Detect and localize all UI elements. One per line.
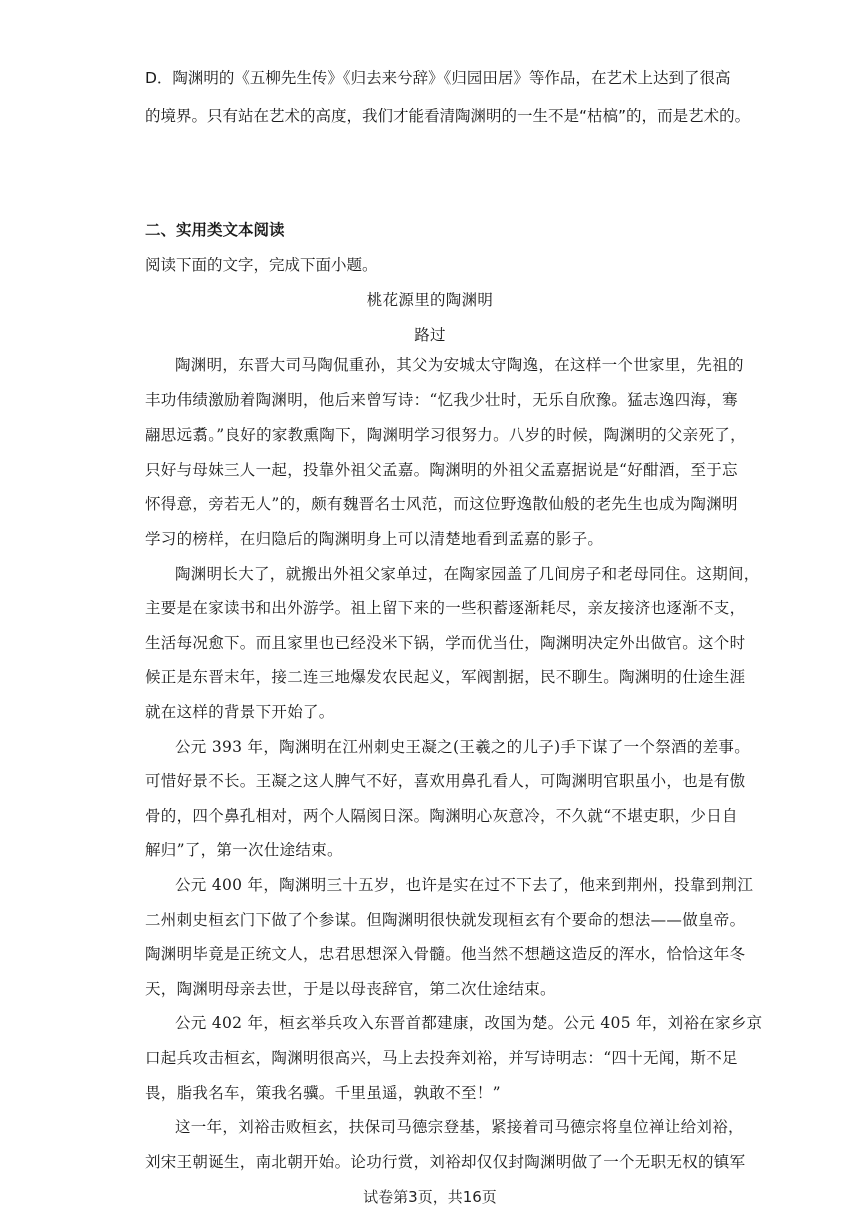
article-line: 陶渊明毕竟是正统文人，忠君思想深入骨髓。他当然不想趟这造反的浑水，恰恰这年冬 bbox=[145, 945, 746, 963]
article-line: 陶渊明长大了，就搬出外祖父家单过，在陶家园盖了几间房子和老母同住。这期间， bbox=[175, 565, 760, 583]
article-line: 刘宋王朝诞生，南北朝开始。论功行赏，刘裕却仅仅封陶渊明做了一个无职无权的镇军 bbox=[145, 1153, 746, 1171]
article-line: 怀得意，旁若无人”的，颇有魏晋名士风范，而这位野逸散仙般的老先生也成为陶渊明 bbox=[145, 495, 738, 513]
article-line: 解归”了，第一次仕途结束。 bbox=[145, 841, 343, 859]
article-line: 候正是东晋末年，接二连三地爆发农民起义，军阀割据，民不聊生。陶渊明的仕途生涯 bbox=[145, 668, 746, 686]
article-line: 公元 393 年，陶渊明在江州刺史王凝之(王羲之的儿子)手下谋了一个祭酒的差事。 bbox=[175, 738, 751, 756]
section-heading: 二、实用类文本阅读 bbox=[145, 221, 285, 239]
article-line: 畏，脂我名车，策我名骥。千里虽遥，孰敢不至！” bbox=[145, 1084, 501, 1102]
section-instruction: 阅读下面的文字，完成下面小题。 bbox=[145, 256, 378, 274]
article-line: 公元 400 年，陶渊明三十五岁，也许是实在过不下去了，他来到荆州，投靠到荆江 bbox=[175, 876, 754, 894]
article-line: 可惜好景不长。王凝之这人脾气不好，喜欢用鼻孔看人，可陶渊明官职虽小，也是有傲 bbox=[145, 772, 746, 790]
option-d-line-2: 的境界。只有站在艺术的高度，我们才能看清陶渊明的一生不是“枯槁”的，而是艺术的。 bbox=[145, 107, 751, 125]
article-line: 天，陶渊明母亲去世，于是以母丧辞官，第二次仕途结束。 bbox=[145, 980, 556, 998]
article-line: 二州刺史桓玄门下做了个参谋。但陶渊明很快就发现桓玄有个要命的想法——做皇帝。 bbox=[145, 911, 746, 929]
article-line: 口起兵攻击桓玄，陶渊明很高兴，马上去投奔刘裕，并写诗明志：“四十无闻，斯不足 bbox=[145, 1049, 738, 1067]
article-line: 翮思远翥。”良好的家教熏陶下，陶渊明学习很努力。八岁的时候，陶渊明的父亲死了， bbox=[145, 426, 746, 444]
article-line: 主要是在家读书和出外游学。祖上留下来的一些积蓄逐渐耗尽，亲友接济也逐渐不支， bbox=[145, 599, 746, 617]
option-d-line-1: D．陶渊明的《五柳先生传》《归去来兮辞》《归园田居》等作品，在艺术上达到了很高 bbox=[145, 69, 731, 87]
article-title: 桃花源里的陶渊明 bbox=[366, 291, 494, 309]
article-line: 丰功伟绩激励着陶渊明，他后来曾写诗：“忆我少壮时，无乐自欣豫。猛志逸四海，骞 bbox=[145, 391, 738, 409]
article-line: 生活每况愈下。而且家里也已经没米下锅，学而优当仕，陶渊明决定外出做官。这个时 bbox=[145, 634, 746, 652]
article-line: 公元 402 年，桓玄举兵攻入东晋首都建康，改国为楚。公元 405 年，刘裕在家乡京 bbox=[175, 1014, 763, 1032]
article-line: 骨的，四个鼻孔相对，两个人隔阂日深。陶渊明心灰意冷，不久就“不堪吏职，少日自 bbox=[145, 807, 738, 825]
article-line: 陶渊明，东晋大司马陶侃重孙，其父为安城太守陶逸，在这样一个世家里，先祖的 bbox=[175, 356, 744, 374]
article-author: 路过 bbox=[414, 326, 446, 344]
article-line: 这一年，刘裕击败桓玄，扶保司马德宗登基，紧接着司马德宗将皇位禅让给刘裕， bbox=[175, 1118, 744, 1136]
article-line: 只好与母妹三人一起，投靠外祖父孟嘉。陶渊明的外祖父孟嘉据说是“好酣酒，至于忘 bbox=[145, 461, 738, 479]
page-footer: 试卷第3页，共16页 bbox=[363, 1188, 497, 1206]
article-line: 就在这样的背景下开始了。 bbox=[145, 703, 335, 721]
article-line: 学习的榜样，在归隐后的陶渊明身上可以清楚地看到孟嘉的影子。 bbox=[145, 530, 604, 548]
